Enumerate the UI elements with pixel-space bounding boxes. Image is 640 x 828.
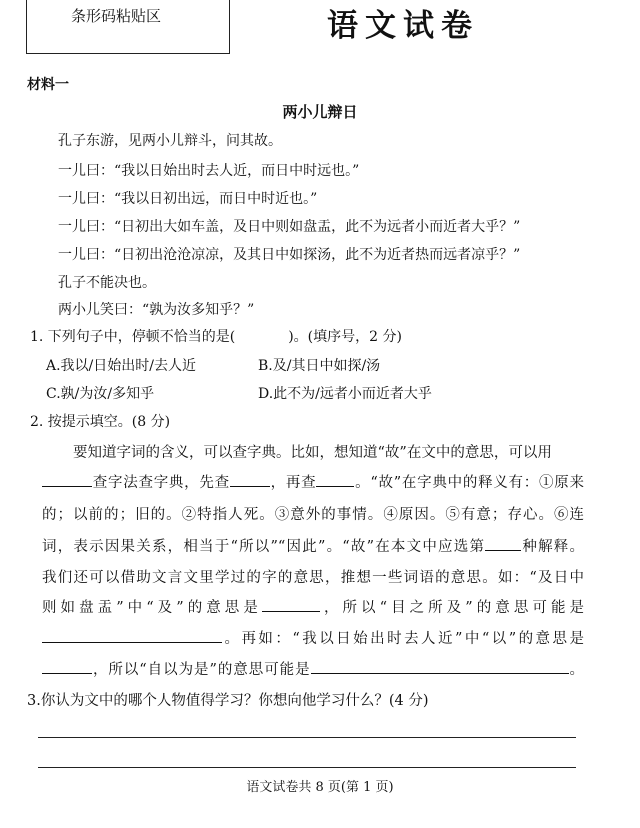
question-1-option-c: C.孰/为汝/多知乎 <box>46 386 155 402</box>
question-1-stem-start: 1. 下列句子中，停顿不恰当的是( <box>30 329 236 345</box>
question-2-line-7-text: 。再如：“我以日始出时去人近”中“以”的意思是 <box>222 631 584 647</box>
passage-line-1: 孔子东游，见两小儿辩斗，问其故。 <box>58 133 282 149</box>
question-2-blank-definition[interactable] <box>485 536 521 551</box>
question-2-blank-radical[interactable] <box>230 472 270 487</box>
question-3-stem: 3.你认为文中的哪个人物值得学习？你想向他学习什么？(4 分) <box>27 693 429 709</box>
question-2-line-6-b: ，所以“目之所及”的意思可能是 <box>319 600 584 616</box>
question-2-line-5: 我们还可以借助文言文里学过的字的意思，推想一些词语的意思。如：“及日中 <box>42 570 584 586</box>
answer-line-1[interactable] <box>38 737 576 738</box>
passage-line-7: 两小儿笑曰：“孰为汝多知乎？” <box>58 302 255 318</box>
question-2-blank-yi-meaning[interactable] <box>42 659 92 674</box>
question-1-option-d: D.此不为/远者小而近者大乎 <box>258 386 432 402</box>
question-2-line-8-a: ，所以“自以为是”的意思可能是 <box>92 662 311 678</box>
passage-line-6: 孔子不能决也。 <box>58 275 156 291</box>
question-2-line-4-b: 种解释。 <box>521 539 584 555</box>
question-2-blank-ji-meaning[interactable] <box>262 597 320 612</box>
passage-line-3: 一儿曰：“我以日初出远，而日中时近也。” <box>58 191 318 207</box>
passage-line-4: 一儿曰：“日初出大如车盖，及日中则如盘盂，此不为远者小而近者大乎？” <box>58 219 521 235</box>
question-2-line-6 <box>42 596 584 617</box>
barcode-label: 条形码粘贴区 <box>71 7 162 25</box>
question-2-line-4-a: 词，表示因果关系，相当于“所以”“因此”。“故”在本文中应选第 <box>42 539 486 555</box>
material-label: 材料一 <box>27 77 69 93</box>
passage-line-2: 一儿曰：“我以日始出时去人近，而日中时远也。” <box>58 163 360 179</box>
question-1-stem-end: )。(填序号，2 分) <box>288 329 402 345</box>
question-1-option-a: A.我以/日始出时/去人近 <box>46 358 196 374</box>
question-1-answer-blank[interactable] <box>240 327 284 341</box>
question-2-line-8-b: 。 <box>568 662 584 678</box>
question-2-line-2 <box>42 471 584 492</box>
question-2-line-8 <box>42 658 584 679</box>
question-1-stem <box>30 326 402 346</box>
question-2-stem: 2. 按提示填空。(8 分) <box>30 414 171 430</box>
question-2-blank-ziyiweishi[interactable] <box>311 659 569 674</box>
page-footer: 语文试卷共 8 页(第 1 页) <box>246 780 394 795</box>
answer-line-2[interactable] <box>38 767 576 768</box>
question-2-line-1: 要知道字词的含义，可以查字典。比如，想知道“故”在文中的意思，可以用 <box>73 445 552 461</box>
page-title: 语文试卷 <box>327 8 479 44</box>
question-2-blank-strokes[interactable] <box>316 472 354 487</box>
question-2-line-4 <box>42 535 584 556</box>
passage-title: 两小儿辩日 <box>282 103 358 121</box>
question-2-line-2-c: 。“故”在字典中的释义有：①原来 <box>354 475 585 491</box>
barcode-area <box>26 0 230 54</box>
question-2-blank-muzhisuoji[interactable] <box>42 628 222 643</box>
question-2-line-7 <box>42 627 584 648</box>
question-2-line-2-a: 查字法查字典，先查 <box>92 475 230 491</box>
passage-line-5: 一儿曰：“日初出沧沧凉凉，及其日中如探汤，此不为近者热而远者凉乎？” <box>58 247 521 263</box>
question-2-line-6-a: 则如盘盂”中“及”的意思是 <box>42 600 262 616</box>
question-1-option-b: B.及/其日中如探/汤 <box>258 358 381 374</box>
question-2-blank-method[interactable] <box>42 472 92 487</box>
question-2-line-2-b: ，再查 <box>269 475 317 491</box>
question-2-line-3: 的；以前的；旧的。②特指人死。③意外的事情。④原因。⑤有意；存心。⑥连 <box>42 507 584 523</box>
